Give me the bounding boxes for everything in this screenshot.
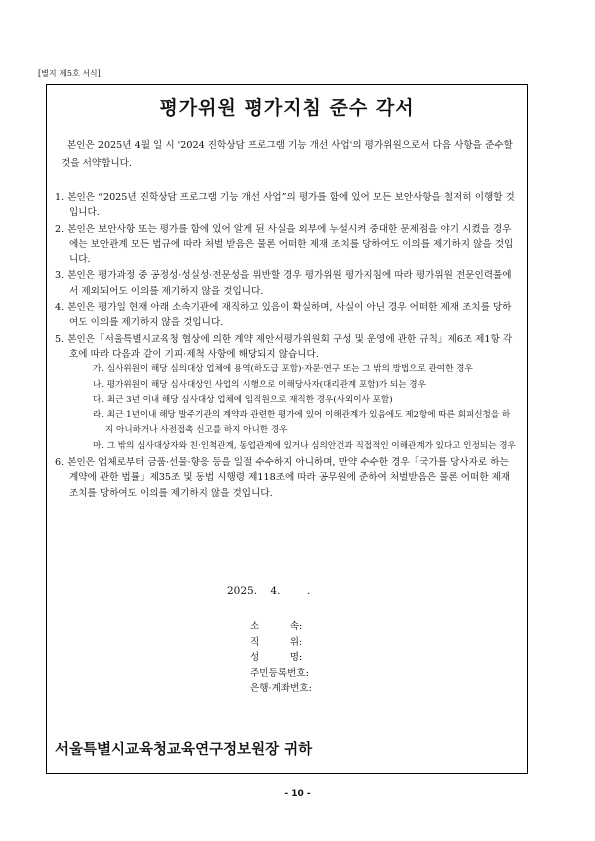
form-tag: [별지 제5호 서식] bbox=[38, 69, 101, 78]
signing-date: 2025. 4. . bbox=[227, 585, 311, 597]
pledge-list bbox=[55, 190, 517, 502]
name-field[interactable]: 성 명: bbox=[250, 652, 303, 663]
addressee: 서울특별시교육청교육연구정보원장 귀하 bbox=[55, 742, 313, 758]
pledge-document bbox=[46, 84, 528, 774]
pledge-item-3: 3. 본인은 평가과정 중 공정성·성실성·전문성을 위반할 경우 평가위원 평가지침에 따라 평가위원 전문인력풀에서 제외되어도 이의를 제기하지 않을 것입니다. bbox=[55, 270, 512, 297]
exclusion-item-da: 다. 최근 3년 이내 해당 심사대상 업체에 임직원으로 재직한 경우(사외이사 포함) bbox=[93, 394, 393, 405]
pledge-item-4: 4. 본인은 평가일 현재 아래 소속기관에 재직하고 있음이 확실하며, 사실이 아닌 경우 어떠한 제재 조치를 당하여도 이의를 제기하지 않을 것입니다. bbox=[55, 302, 512, 329]
resident-number-field[interactable]: 주민등록번호: bbox=[250, 667, 309, 679]
pledge-item-5 bbox=[55, 332, 517, 454]
exclusion-item-ga: 가. 심사위원이 해당 심의대상 업체에 용역(하도급 포함)·자문·연구 또는 그 밖의 방법으로 관여한 경우 bbox=[93, 364, 473, 375]
affiliation-field[interactable]: 소 속: bbox=[250, 621, 303, 632]
exclusion-item-ma: 마. 그 밖의 심사대상자와 친·인척관계, 동업관계에 있거나 심의안건과 직접적인 이해관계가 있다고 인정되는 경우 bbox=[93, 440, 516, 451]
position-field[interactable]: 직 위: bbox=[250, 636, 303, 648]
signature-block bbox=[250, 619, 312, 697]
page-number: - 10 - bbox=[284, 789, 311, 799]
pledge-item-5-text: 5. 본인은「서울특별시교육청 협상에 의한 계약 제안서평가위원회 구성 및 운영에 관한 규칙」제6조 제1항 각 호에 따라 다음과 같이 기피·제척 사항에 해당되지 않습니다. bbox=[55, 333, 513, 360]
pledge-item-2: 2. 본인은 보안사항 또는 평가를 함에 있어 알게 된 사실을 외부에 누설시켜 중대한 문제점을 야기 시켰을 경우에는 보안관계 모든 법규에 따라 처벌 받음은 물론 어떠한 제재 조치를 당하여도 이의를 제기하지 않을 것입니다. bbox=[55, 223, 514, 266]
exclusion-item-na: 나. 평가위원이 해당 심사대상인 사업의 시행으로 이해당사자(대리관계 포함)가 되는 경우 bbox=[93, 379, 426, 390]
intro-paragraph: 본인은 2025년 4월 일 시 '2024 진학상담 프로그램 기능 개선 사업'의 평가위원으로서 다음 사항을 준수할 것을 서약합니다. bbox=[61, 140, 513, 169]
exclusion-list bbox=[69, 362, 517, 454]
bank-account-field[interactable]: 은행·계좌번호: bbox=[250, 683, 312, 694]
pledge-item-6: 6. 본인은 업체로부터 금품·선물·향응 등을 일절 수수하지 아니하며, 만약 수수한 경우「국가를 당사자로 하는 계약에 관한 법률」제35조 및 동법 시행령 제118조에 따라 공무원에 준하여 처벌받음은 물론 어떠한 제재조치를 당하여도 이의를 제기하지 않을 것입니다. bbox=[55, 457, 511, 499]
document-title: 평가위원 평가지침 준수 각서 bbox=[159, 97, 415, 119]
exclusion-item-ra: 라. 최근 1년이내 해당 발주기관의 계약과 관련한 평가에 있어 이해관계가 있음에도 제2항에 따른 회피신청을 하지 아니하거나 사전접촉 신고를 하지 아니한 경우 bbox=[93, 410, 511, 436]
pledge-item-1: 1. 본인은 “2025년 진학상담 프로그램 기능 개선 사업”의 평가를 함에 있어 모든 보안사항을 철저히 이행할 것입니다. bbox=[55, 192, 515, 219]
